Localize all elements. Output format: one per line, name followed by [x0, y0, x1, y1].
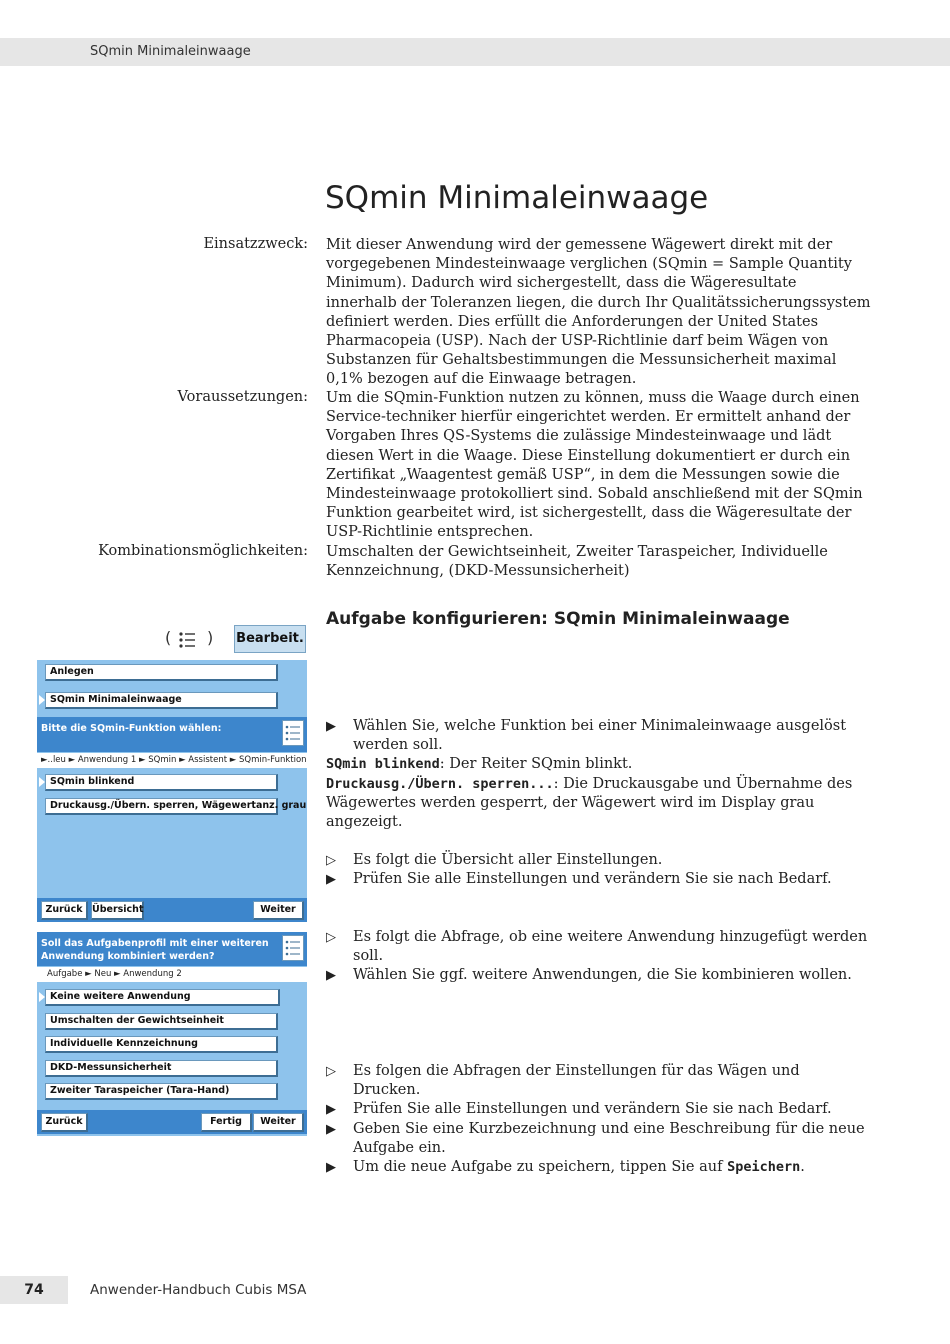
- label-kombinationen: Kombinationsmöglichkeiten:: [98, 543, 308, 559]
- step-text: Es folgen die Abfragen der Einstellungen für das Wägen und Drucken.: [353, 1063, 800, 1099]
- step-text: [353, 1158, 805, 1177]
- key-druckausg: Druckausg./Übern. sperren...: [326, 775, 554, 792]
- breadcrumb: Aufgabe ► Neu ► Anwendung 2: [37, 967, 307, 982]
- screen1-header: [37, 717, 307, 752]
- step-item: [326, 717, 871, 755]
- key-speichern: Speichern: [727, 1159, 801, 1176]
- page-title: SQmin Minimaleinwaage: [325, 180, 709, 216]
- footer-title: Anwender-Handbuch Cubis MSA: [90, 1282, 307, 1298]
- option-keine-weitere[interactable]: Keine weitere Anwendung: [45, 989, 280, 1006]
- menu-item-sqmin[interactable]: SQmin Minimaleinwaage: [45, 692, 278, 709]
- result-arrow-icon: ▷: [326, 930, 336, 945]
- done-button[interactable]: Fertig: [201, 1113, 252, 1132]
- step-item: [326, 1158, 871, 1177]
- device-screen-2: [37, 932, 307, 1136]
- step-item: [326, 966, 871, 985]
- step-item: [326, 870, 871, 889]
- screen2-header: [37, 932, 307, 966]
- step-text: Wählen Sie, welche Funktion bei einer Minimaleinwaage ausgelöst werden soll.: [353, 718, 847, 754]
- action-arrow-icon: ▶: [326, 1102, 336, 1118]
- step-item: [326, 928, 871, 966]
- section-subheading: Aufgabe konfigurieren: SQmin Minimaleinwaage: [326, 609, 790, 629]
- steps-group-4: [326, 1062, 871, 1177]
- back-button[interactable]: Zurück: [41, 1113, 88, 1132]
- step-item: [326, 1100, 871, 1119]
- step-text-pre: Um die neue Aufgabe zu speichern, tippen Sie auf: [353, 1159, 728, 1176]
- para-voraussetzungen: Um die SQmin-Funktion nutzen zu können, muss die Waage durch einen Service-techniker hierfür eingerichtet werden. Er ermittelt anhand der Vorgaben Ihres QS-Systems die zulässige Mindesteinwaage und lädt diesen Wert in die Waage. Diese Einstellung dokumentiert er durch ein Zertifikat „Waagentest gemäß USP“, in dem die Messungen sowie die Mindesteinwaage protokolliert sind. Sobald anschließend mit der SQmin Funktion gearbeitet wird, ist sichergestellt, dass die Wägeresultate der USP-Richtlinie entsprechen.: [326, 390, 863, 541]
- step-text: Prüfen Sie alle Einstellungen und verändern Sie sie nach Bedarf.: [353, 871, 832, 888]
- running-header: [0, 38, 950, 66]
- screen2-button-bar: [37, 1110, 307, 1134]
- step-text: Prüfen Sie alle Einstellungen und verändern Sie sie nach Bedarf.: [353, 1101, 832, 1118]
- step-text-post: .: [800, 1159, 805, 1176]
- device-screen-1: [37, 660, 307, 922]
- step-detail-text: : Der Reiter SQmin blinkt.: [439, 756, 633, 773]
- action-arrow-icon: ▶: [326, 1121, 336, 1137]
- running-title: SQmin Minimaleinwaage: [90, 44, 251, 59]
- option-individuelle-kennzeichnung[interactable]: Individuelle Kennzeichnung: [45, 1036, 278, 1053]
- menu-key[interactable]: [165, 628, 215, 652]
- menu-list-icon: [178, 630, 196, 650]
- next-button[interactable]: Weiter: [253, 1113, 304, 1132]
- option-druckausg-sperren[interactable]: Druckausg./Übern. sperren, Wägewertanz. grau: [45, 798, 278, 815]
- step-text: Es folgt die Übersicht aller Einstellungen.: [353, 852, 663, 868]
- step-item: [326, 851, 871, 870]
- screen1-button-bar: [37, 898, 307, 922]
- action-arrow-icon: ▶: [326, 719, 336, 734]
- back-button[interactable]: Zurück: [41, 901, 88, 920]
- label-voraussetzungen: Voraussetzungen:: [177, 389, 308, 405]
- action-arrow-icon: ▶: [326, 1160, 336, 1176]
- page-number: 74: [0, 1276, 68, 1304]
- step-text: Es folgt die Abfrage, ob eine weitere Anwendung hinzugefügt werden soll.: [353, 929, 868, 965]
- action-arrow-icon: ▶: [326, 968, 336, 984]
- option-zweiter-taraspeicher[interactable]: Zweiter Taraspeicher (Tara-Hand): [45, 1083, 278, 1100]
- edit-button[interactable]: Bearbeit.: [234, 625, 306, 653]
- steps-group-1: [326, 717, 871, 832]
- action-arrow-icon: ▶: [326, 872, 336, 888]
- result-arrow-icon: ▷: [326, 853, 336, 868]
- paren-left: (: [165, 628, 172, 647]
- steps-group-2: [326, 851, 871, 889]
- step-detail: [326, 755, 871, 774]
- overview-button[interactable]: Übersicht: [91, 901, 144, 920]
- step-detail: [326, 775, 871, 833]
- steps-group-3: [326, 928, 871, 986]
- option-dkd-messunsicherheit[interactable]: DKD-Messunsicherheit: [45, 1060, 278, 1077]
- breadcrumb: ►..leu ► Anwendung 1 ► SQmin ► Assistent ► SQmin-Funktion: [37, 753, 307, 768]
- next-button[interactable]: Weiter: [253, 901, 304, 920]
- key-sqmin-blinkend: SQmin blinkend: [326, 756, 440, 773]
- list-icon[interactable]: [282, 935, 304, 961]
- step-text: Geben Sie eine Kurzbezeichnung und eine Beschreibung für die neue Aufgabe ein.: [353, 1120, 865, 1156]
- list-icon[interactable]: [282, 720, 304, 746]
- menu-item-anlegen[interactable]: Anlegen: [45, 664, 278, 681]
- option-sqmin-blinkend[interactable]: SQmin blinkend: [45, 774, 278, 791]
- para-kombinationen: Umschalten der Gewichtseinheit, Zweiter Taraspeicher, Individuelle Kennzeichnung, (DKD-Messunsicherheit): [326, 544, 828, 580]
- screen1-prompt: Bitte die SQmin-Funktion wählen:: [41, 723, 222, 734]
- paren-right: ): [207, 628, 214, 647]
- option-umschalten-gewichtseinheit[interactable]: Umschalten der Gewichtseinheit: [45, 1013, 278, 1030]
- step-text: Wählen Sie ggf. weitere Anwendungen, die Sie kombinieren wollen.: [353, 967, 852, 984]
- step-item: [326, 1120, 871, 1158]
- screen2-prompt: Soll das Aufgabenprofil mit einer weiteren Anwendung kombiniert werden?: [41, 938, 269, 962]
- label-einsatzzweck: Einsatzzweck:: [203, 236, 308, 252]
- step-detail-text: : Die Druckausgabe und Übernahme des Wägewertes werden gesperrt, der Wägewert wird im Display grau angezeigt.: [326, 775, 853, 831]
- result-arrow-icon: ▷: [326, 1064, 336, 1079]
- para-einsatzzweck: Mit dieser Anwendung wird der gemessene Wägewert direkt mit der vorgegebenen Mindesteinwaage verglichen (SQmin = Sample Quantity Minimum). Dadurch wird sichergestellt, dass die Wägeresultate innerhalb der Toleranzen liegen, die durch Ihr Qualitätssicherungssystem definiert werden. Dies erfüllt die Anforderungen der United States Pharmacopeia (USP). Nach der USP-Richtlinie darf beim Wägen von Substanzen für Gehaltsbestimmungen die Messunsicherheit maximal 0,1% bezogen auf die Einwaage betragen.: [326, 237, 871, 388]
- step-item: [326, 1062, 871, 1100]
